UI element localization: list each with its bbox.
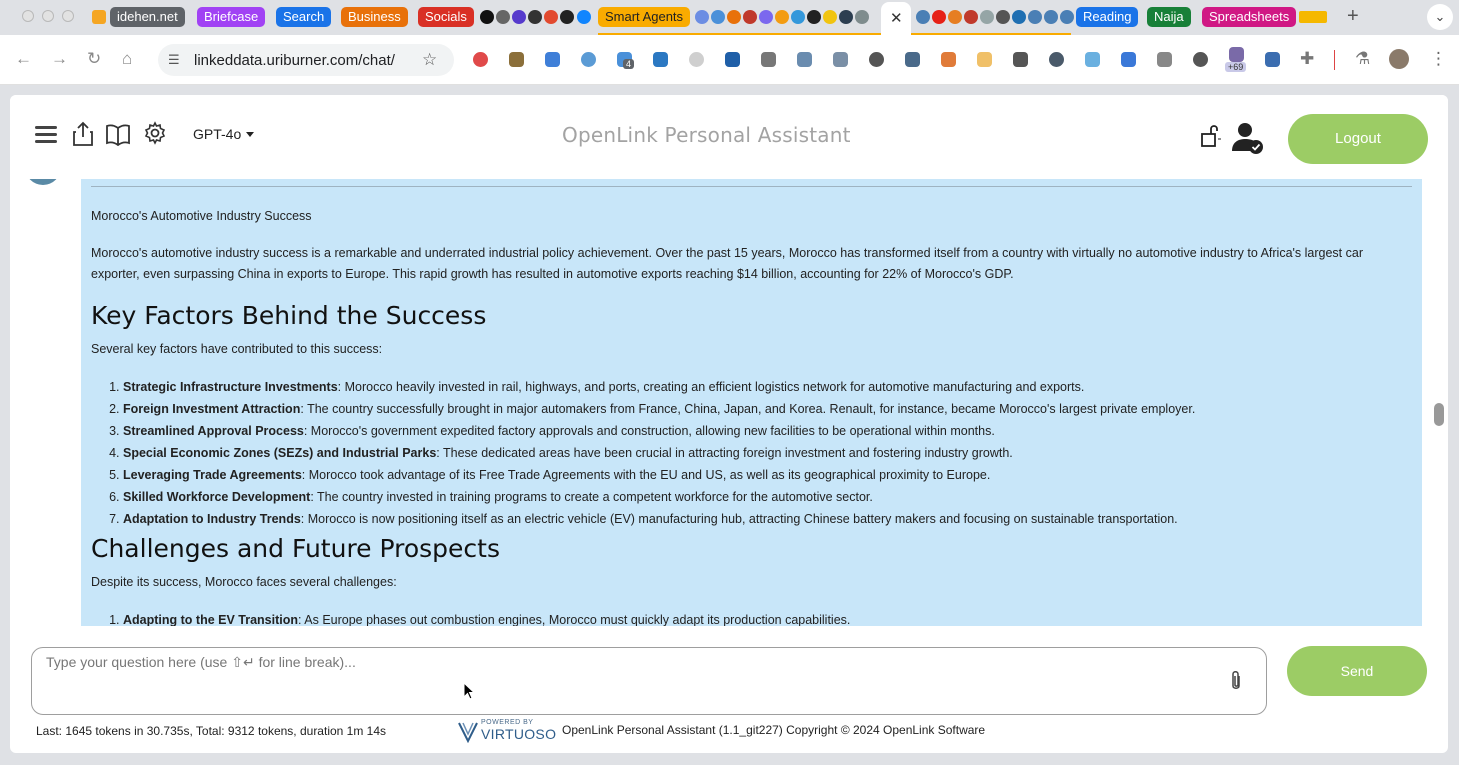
tab-favicon[interactable] <box>1012 10 1026 24</box>
message-heading: Morocco's Automotive Industry Success <box>91 209 312 223</box>
paperclip-icon[interactable] <box>1228 670 1244 692</box>
extension-icon[interactable] <box>1085 52 1100 67</box>
assistant-app <box>10 95 1448 753</box>
list-item-title: Adaptation to Industry Trends <box>123 512 301 526</box>
hamburger-menu-icon[interactable] <box>35 126 57 144</box>
kebab-menu-icon[interactable]: ⋮ <box>1430 49 1447 68</box>
tab-favicon[interactable] <box>932 10 946 24</box>
tab-group-label: Spreadsheets <box>1209 9 1290 24</box>
tab-group-label: Search <box>283 9 325 24</box>
extension-icon[interactable] <box>941 52 956 67</box>
tab-group-naija[interactable] <box>1147 7 1191 27</box>
message-body <box>91 206 1412 626</box>
active-tab[interactable] <box>881 2 911 35</box>
extension-icon[interactable] <box>581 52 596 67</box>
list-item-text: : The country invested in training programs to create a competent workforce for the automotive sector. <box>310 490 873 504</box>
toolbar-divider <box>1334 50 1335 70</box>
tab-favicon[interactable] <box>577 10 591 24</box>
tab-group-business[interactable] <box>341 7 408 27</box>
tab-favicon[interactable] <box>92 10 106 24</box>
extension-icon[interactable] <box>1193 52 1208 67</box>
address-bar[interactable] <box>158 44 454 76</box>
bookmark-star-icon[interactable]: ☆ <box>422 50 438 69</box>
chevron-down-icon: ⌄ <box>1434 9 1446 24</box>
tab-favicon[interactable] <box>1060 10 1074 24</box>
tab-group-briefcase[interactable] <box>197 7 265 27</box>
extension-icon[interactable] <box>869 52 884 67</box>
logout-button[interactable]: Logout <box>1288 114 1428 164</box>
list-item <box>123 420 1412 442</box>
tab-favicon[interactable] <box>480 10 494 24</box>
user-check-icon[interactable] <box>1230 121 1266 155</box>
list-item-title: Adapting to the EV Transition <box>123 613 298 626</box>
list-item-text: : As Europe phases out combustion engines, Morocco must quickly adapt its production capabilities. <box>298 613 851 626</box>
profile-avatar[interactable] <box>1389 49 1409 69</box>
extension-icon[interactable] <box>977 52 992 67</box>
gear-icon[interactable] <box>143 121 169 147</box>
list-item <box>123 486 1412 508</box>
extension-icon[interactable] <box>833 52 848 67</box>
message-divider <box>91 186 1412 187</box>
book-icon[interactable] <box>105 121 131 147</box>
tab-favicon[interactable] <box>807 10 821 24</box>
chevron-down-icon[interactable] <box>246 132 254 137</box>
message-intro: Morocco's automotive industry success is a remarkable and underrated industrial policy achievement. Over the past 15 years, Morocco has transformed itself from a country with virtually no automotive industry to Africa's largest car exporter, even surpassing China in exports to Europe. This rapid growth has resulted in automotive exports reaching $14 billion, accounting for 22% of Morocco's GDP. <box>91 246 1363 281</box>
tab-favicon[interactable] <box>496 10 510 24</box>
token-stats: Last: 1645 tokens in 30.735s, Total: 9312 tokens, duration 1m 14s <box>36 724 387 738</box>
section-intro: Several key factors have contributed to this success: <box>91 342 383 356</box>
extension-icon[interactable] <box>797 52 812 67</box>
extension-icon[interactable] <box>473 52 488 67</box>
tab-group-label: Smart Agents <box>605 9 684 24</box>
extension-icon[interactable] <box>1157 52 1172 67</box>
tab-favicon[interactable] <box>711 10 725 24</box>
tab-favicon[interactable] <box>1028 10 1042 24</box>
assistant-avatar <box>25 179 61 185</box>
tab-favicon[interactable] <box>823 10 837 24</box>
list-item-text: : These dedicated areas have been crucial in attracting foreign investment and fostering industry growth. <box>436 446 1013 460</box>
extension-icon[interactable] <box>725 52 740 67</box>
tab-favicon[interactable] <box>855 10 869 24</box>
tab-favicon[interactable] <box>743 10 757 24</box>
extension-icon[interactable] <box>761 52 776 67</box>
tab-group-label: Business <box>348 9 401 24</box>
tab-group-label: idehen.net <box>117 9 178 24</box>
list-item <box>123 508 1412 530</box>
tab-group-socials[interactable] <box>418 7 474 27</box>
chat-transcript[interactable] <box>10 179 1448 626</box>
extension-icon[interactable] <box>653 52 668 67</box>
extension-icon[interactable] <box>905 52 920 67</box>
list-item <box>123 442 1412 464</box>
list-item-text: : Morocco is now positioning itself as an electric vehicle (EV) manufacturing hub, attracting Chinese battery makers and focusing on sustainable transportation. <box>300 512 1178 526</box>
tab-favicon[interactable] <box>1044 10 1058 24</box>
tab-group-smart-agents[interactable] <box>598 7 690 27</box>
extension-badge: 4 <box>623 59 634 69</box>
question-input-box[interactable] <box>31 647 1267 715</box>
app-title: OpenLink Personal Assistant <box>562 123 851 147</box>
list-item <box>123 376 1412 398</box>
puzzle-icon[interactable]: ✚ <box>1300 49 1315 68</box>
tab-favicon[interactable] <box>528 10 542 24</box>
home-icon[interactable]: ⌂ <box>122 49 133 68</box>
tab-favicon[interactable] <box>775 10 789 24</box>
section-title: Key Factors Behind the Success <box>91 301 487 330</box>
browser-toolbar <box>0 35 1459 85</box>
window-minimize-button[interactable] <box>42 10 54 22</box>
list-item-title: Special Economic Zones (SEZs) and Industrial Parks <box>123 446 437 460</box>
tab-close-icon[interactable]: ✕ <box>890 10 903 27</box>
tab-favicon[interactable] <box>512 10 526 24</box>
new-tab-button[interactable]: + <box>1347 5 1359 27</box>
list-item-text: : Morocco's government expedited factory approvals and construction, allowing new facilities to be operational within months. <box>303 424 995 438</box>
list-item-title: Streamlined Approval Process <box>123 424 304 438</box>
address-url[interactable]: linkeddata.uriburner.com/chat/ <box>194 52 395 69</box>
page-scrollbar-thumb[interactable] <box>1434 403 1444 426</box>
tab-favicon[interactable] <box>759 10 773 24</box>
list-item-text: : The country successfully brought in major automakers from France, China, Japan, and Korea. Renault, for instance, became Morocco's largest private employer. <box>300 402 1196 416</box>
tab-group-label: Reading <box>1083 9 1132 24</box>
tab-favicon[interactable] <box>1299 11 1327 23</box>
chat-scrollbar[interactable] <box>1422 179 1432 626</box>
tab-favicon[interactable] <box>727 10 741 24</box>
list-item-title: Leveraging Trade Agreements <box>123 468 302 482</box>
tab-favicon[interactable] <box>560 10 574 24</box>
section-title: Challenges and Future Prospects <box>91 534 501 563</box>
powered-by-label: POWERED BY <box>481 719 534 726</box>
list-item-text: : Morocco took advantage of its Free Trade Agreements with the EU and US, as well as its geographical proximity to Europe. <box>301 468 991 482</box>
list-item-title: Strategic Infrastructure Investments <box>123 380 338 394</box>
unlock-icon[interactable] <box>1200 123 1226 149</box>
tab-favicon[interactable] <box>916 10 930 24</box>
virtuoso-logo[interactable] <box>457 719 557 743</box>
extension-icon[interactable] <box>1121 52 1136 67</box>
tab-group-search[interactable] <box>276 7 331 27</box>
tab-favicon[interactable] <box>544 10 558 24</box>
extension-icon[interactable] <box>689 52 704 67</box>
copyright-text: OpenLink Personal Assistant (1.1_git227) Copyright © 2024 OpenLink Software <box>562 723 986 737</box>
flask-icon[interactable]: ⚗ <box>1355 49 1371 68</box>
tab-favicon[interactable] <box>948 10 962 24</box>
assistant-message <box>81 179 1422 626</box>
tab-search-button[interactable] <box>1427 4 1453 30</box>
site-info-icon[interactable]: ☰ <box>168 52 180 67</box>
app-header <box>10 95 1448 179</box>
tab-group-label: Naija <box>1154 9 1184 24</box>
browser-tabstrip <box>0 0 1459 35</box>
tab-group-idehen[interactable] <box>110 7 185 27</box>
back-arrow-icon[interactable]: ← <box>15 49 32 68</box>
send-button[interactable]: Send <box>1287 646 1427 696</box>
tab-group-spreadsheets[interactable] <box>1202 7 1296 27</box>
extension-icon[interactable] <box>545 52 560 67</box>
list-item-title: Foreign Investment Attraction <box>123 402 301 416</box>
forward-arrow-icon[interactable]: → <box>51 49 68 68</box>
window-close-button[interactable] <box>22 10 34 22</box>
challenges-list <box>123 609 1412 626</box>
list-item <box>123 609 1412 626</box>
tab-favicon[interactable] <box>839 10 853 24</box>
tab-favicon[interactable] <box>791 10 805 24</box>
extension-icon[interactable] <box>1013 52 1028 67</box>
extension-icon[interactable] <box>509 52 524 67</box>
mouse-cursor-icon <box>463 682 475 700</box>
list-item <box>123 464 1412 486</box>
factors-list <box>123 376 1412 530</box>
question-input[interactable] <box>46 654 1206 708</box>
tab-group-label: Briefcase <box>204 9 259 24</box>
extension-icon[interactable] <box>1229 47 1244 62</box>
list-item-text: : Morocco heavily invested in rail, highways, and ports, creating an efficient logistics network for automotive manufacturing and exports. <box>337 380 1085 394</box>
tab-favicon[interactable] <box>996 10 1010 24</box>
virtuoso-label: VIRTUOSO <box>481 726 557 742</box>
model-selector[interactable]: GPT-4o <box>193 126 242 142</box>
section-intro: Despite its success, Morocco faces several challenges: <box>91 575 397 589</box>
extension-icon[interactable] <box>1265 52 1280 67</box>
tab-favicon[interactable] <box>980 10 994 24</box>
tab-favicon[interactable] <box>695 10 709 24</box>
reload-icon[interactable]: ↻ <box>87 49 102 68</box>
tab-group-label: Socials <box>425 9 467 24</box>
list-item <box>123 398 1412 420</box>
window-zoom-button[interactable] <box>62 10 74 22</box>
extension-icon[interactable] <box>1049 52 1064 67</box>
share-icon[interactable] <box>72 121 98 147</box>
tab-favicon[interactable] <box>964 10 978 24</box>
list-item-title: Skilled Workforce Development <box>123 490 311 504</box>
extensions-more-badge: +69 <box>1225 62 1246 72</box>
tab-group-reading[interactable] <box>1076 7 1138 27</box>
